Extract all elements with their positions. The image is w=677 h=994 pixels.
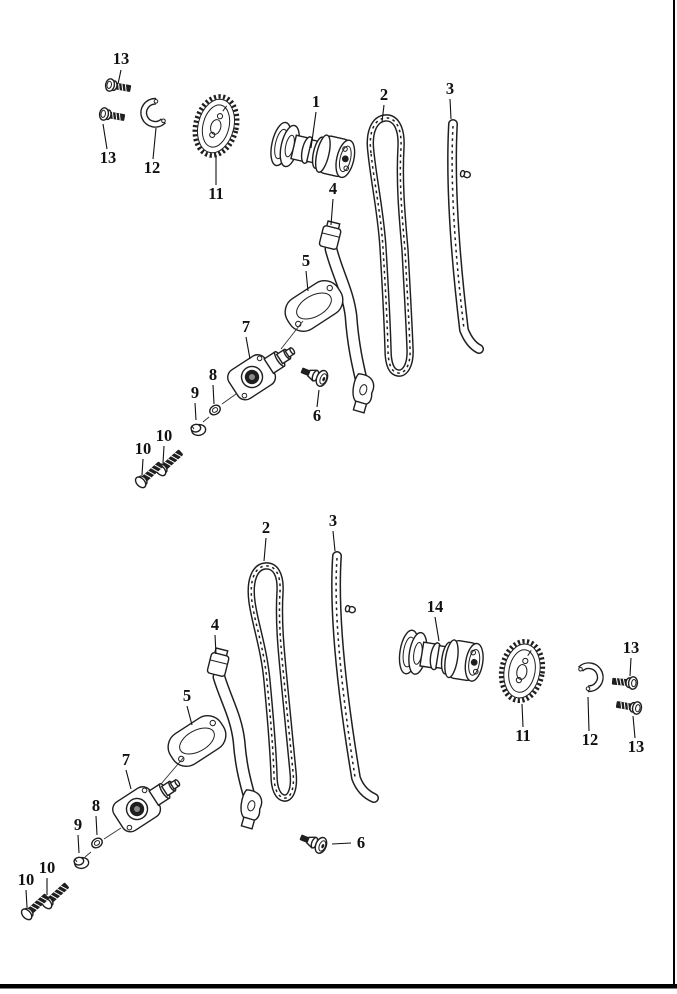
callout-label-timing-chain: 2 xyxy=(261,518,271,537)
assembly-bottom xyxy=(17,556,643,922)
callout-label-tensioner-guide-arm: 4 xyxy=(210,615,220,634)
leader-line-camshaft xyxy=(435,617,439,641)
callout-label-pivot-bolt: 6 xyxy=(312,406,322,425)
callout-label-chain-tensioner: 7 xyxy=(121,750,131,769)
callout-label-gasket: 5 xyxy=(301,251,311,270)
callout-label-tensioner-guide-arm: 4 xyxy=(328,179,338,198)
part-pivot-bolt-bottom xyxy=(297,830,328,855)
leader-line-washer xyxy=(213,385,214,404)
callout-label-nut: 9 xyxy=(190,383,200,402)
leader-line-chain-tensioner xyxy=(246,337,250,359)
leader-line-chain-guide xyxy=(333,531,335,551)
part-chain-guide-top xyxy=(452,124,479,349)
part-camshaft-14 xyxy=(397,629,486,686)
part-timing-chain-top xyxy=(370,118,410,373)
callout-label-camshaft: 1 xyxy=(311,92,321,111)
leader-line-flange-bolt xyxy=(118,70,121,84)
part-retainer-plate-top xyxy=(142,99,166,127)
leader-line-washer xyxy=(96,816,97,835)
callout-label-cam-sprocket: 11 xyxy=(208,184,224,203)
part-timing-chain-bottom xyxy=(251,566,293,798)
part-flange-bolt-bottom-b xyxy=(615,698,642,715)
leader-line-flange-bolt xyxy=(633,716,635,738)
callout-label-chain-tensioner: 7 xyxy=(241,317,251,336)
callout-label-washer: 8 xyxy=(208,365,218,384)
leader-line-chain-guide xyxy=(450,99,451,119)
callout-label-chain-guide: 3 xyxy=(445,79,455,98)
leader-line-retainer-plate xyxy=(588,697,589,731)
callout-label-chain-guide: 3 xyxy=(328,511,338,530)
part-camshaft-1 xyxy=(267,121,358,183)
part-washer-bottom xyxy=(90,836,104,850)
callout-label-bolt: 10 xyxy=(38,858,56,877)
leader-line-cam-sprocket xyxy=(522,704,523,727)
leader-line-tensioner-guide-arm xyxy=(331,199,333,225)
part-chain-tensioner-bottom xyxy=(109,768,188,836)
callout-label-flange-bolt: 13 xyxy=(99,148,117,167)
part-chain-tensioner-top xyxy=(224,336,303,404)
leader-line-chain-tensioner xyxy=(126,770,131,789)
footer-bar xyxy=(0,984,677,989)
leader-line-retainer-plate xyxy=(153,128,156,159)
leader-line-pivot-bolt xyxy=(317,390,319,407)
callout-label-cam-sprocket: 11 xyxy=(515,726,531,745)
callout-label-bolt: 10 xyxy=(155,426,173,445)
leader-line-gasket xyxy=(187,706,192,725)
callout-label-nut: 9 xyxy=(73,815,83,834)
part-cam-sprocket-top xyxy=(189,92,243,160)
callout-label-washer: 8 xyxy=(91,796,101,815)
right-border-rule xyxy=(673,0,675,987)
callout-label-gasket: 5 xyxy=(182,686,192,705)
callout-label-retainer-plate: 12 xyxy=(143,158,161,177)
callout-label-bolt: 10 xyxy=(17,870,35,889)
part-washer-top xyxy=(208,403,222,417)
part-chain-guide-bottom xyxy=(336,556,374,798)
callout-label-bolt: 10 xyxy=(134,439,152,458)
part-pivot-bolt-top xyxy=(298,363,329,388)
part-nut-bottom xyxy=(74,856,90,869)
part-flange-bolt-bottom-a xyxy=(612,675,638,690)
leader-line-timing-chain xyxy=(264,538,266,561)
leader-line-flange-bolt xyxy=(103,124,107,149)
callout-label-flange-bolt: 13 xyxy=(627,737,645,756)
part-nut-top xyxy=(191,423,207,436)
leader-line-pivot-bolt xyxy=(332,843,351,844)
callout-label-timing-chain: 2 xyxy=(379,85,389,104)
leader-line-bolt xyxy=(163,446,164,463)
part-cam-sprocket-bottom xyxy=(497,638,548,704)
leader-line-nut xyxy=(78,835,79,853)
callout-label-flange-bolt: 13 xyxy=(112,49,130,68)
callout-label-flange-bolt: 13 xyxy=(622,638,640,657)
leader-line-bolt xyxy=(142,459,143,475)
part-retainer-plate-bottom xyxy=(578,664,602,692)
leader-line-nut xyxy=(195,403,196,420)
callout-label-pivot-bolt: 6 xyxy=(356,833,366,852)
part-flange-bolt-top-b xyxy=(99,107,126,124)
leader-line-bolt xyxy=(26,890,27,907)
callout-label-retainer-plate: 12 xyxy=(581,730,599,749)
callout-label-camshaft: 14 xyxy=(426,597,444,616)
leader-line-flange-bolt xyxy=(630,658,631,676)
callout-layer xyxy=(18,49,645,907)
leader-line-gasket xyxy=(306,271,308,291)
part-gasket-bottom xyxy=(162,710,232,773)
